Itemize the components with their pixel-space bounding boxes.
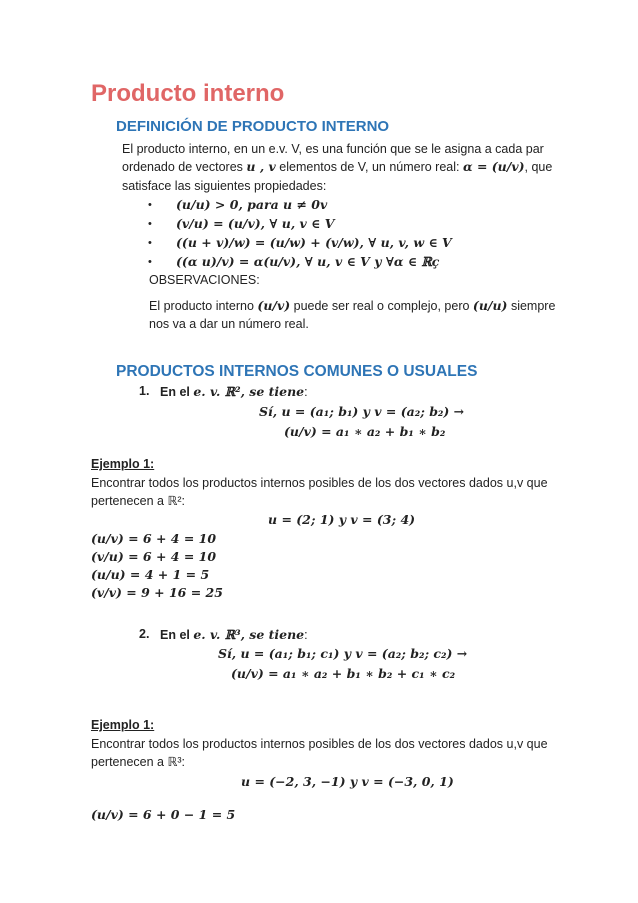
observation-text: El producto interno	[149, 299, 258, 313]
definition-line-1: El producto interno, en un e.v. V, es una función que se le asigna a cada par	[122, 142, 544, 156]
example-1-label: Ejemplo 1:	[91, 457, 155, 471]
item-1-text	[160, 384, 308, 399]
property-2: (v/u) = (u/v), ∀ u, v ∈ V	[176, 216, 335, 231]
property-4: ((α u)/v) = α(u/v), ∀ u, v ∈ V y ∀α ∈ ℝç	[176, 254, 440, 269]
definition-text: ordenado de vectores	[122, 160, 247, 174]
example-1-result-4: (v/v) = 9 + 16 = 25	[91, 585, 223, 600]
definition-line-3: satisface las siguientes propiedades:	[122, 179, 327, 193]
bullet-icon: •	[148, 237, 152, 249]
example-2-label: Ejemplo 1:	[91, 718, 155, 732]
item-1-number: 1.	[139, 384, 150, 398]
observation-text: siempre	[507, 299, 556, 313]
example-1-line-2: pertenecen a ℝ²:	[91, 494, 185, 508]
common-products-heading: PRODUCTOS INTERNOS COMUNES O USUALES	[116, 363, 478, 380]
bullet-icon: •	[148, 218, 152, 230]
item-2-number: 2.	[139, 627, 150, 641]
definition-text: elementos de V, un número real:	[275, 160, 463, 174]
example-2-line-2: pertenecen a ℝ³:	[91, 755, 185, 769]
example-2-result: (u/v) = 6 + 0 − 1 = 5	[91, 807, 236, 822]
bullet-icon: •	[148, 256, 152, 268]
item-1-equation-2: (u/v) = a₁ ∗ a₂ + b₁ ∗ b₂	[284, 424, 446, 439]
observation-line-1	[149, 297, 555, 315]
item-text: :	[304, 628, 308, 642]
observation-text: puede ser real o complejo, pero	[290, 299, 473, 313]
example-2-vectors: u = (−2, 3, −1) y v = (−3, 0, 1)	[241, 774, 454, 789]
example-1-result-2: (v/u) = 6 + 4 = 10	[91, 549, 217, 564]
observations-label: OBSERVACIONES:	[149, 273, 260, 287]
example-1-result-3: (u/u) = 4 + 1 = 5	[91, 567, 210, 582]
example-1-vectors: u = (2; 1) y v = (3; 4)	[268, 512, 416, 527]
math-uv: (u/v)	[257, 298, 291, 313]
example-2-line-1: Encontrar todos los productos internos posibles de los dos vectores dados u,v que	[91, 737, 548, 751]
math-ev-r2: e. v. ℝ², se tiene	[193, 384, 305, 399]
item-text: En el	[160, 385, 194, 399]
property-1: (u/u) > 0, para u ≠ 0v	[176, 197, 328, 212]
observation-line-2: nos va a dar un número real.	[149, 317, 309, 331]
page-title: Producto interno	[91, 80, 285, 107]
item-2-equation-1: Sí, u = (a₁; b₁; c₁) y v = (a₂; b₂; c₂) →	[218, 646, 468, 661]
item-text: :	[304, 385, 308, 399]
property-3: ((u + v)/w) = (u/w) + (v/w), ∀ u, v, w ∈ V	[176, 235, 452, 250]
definition-heading: DEFINICIÓN DE PRODUCTO INTERNO	[116, 118, 390, 135]
item-text: En el	[160, 628, 194, 642]
math-alpha: α = (u/v)	[462, 159, 525, 174]
definition-text: , que	[524, 160, 553, 174]
definition-line-2	[122, 158, 552, 176]
example-1-line-1: Encontrar todos los productos internos posibles de los dos vectores dados u,v que	[91, 476, 548, 490]
example-1-result-1: (u/v) = 6 + 4 = 10	[91, 531, 217, 546]
math-ev-r3: e. v. ℝ³, se tiene	[193, 627, 305, 642]
bullet-icon: •	[148, 199, 152, 211]
item-1-equation-1: Sí, u = (a₁; b₁) y v = (a₂; b₂) →	[259, 404, 465, 419]
math-vectors: u , v	[246, 159, 276, 174]
item-2-text	[160, 627, 308, 642]
item-2-equation-2: (u/v) = a₁ ∗ a₂ + b₁ ∗ b₂ + c₁ ∗ c₂	[231, 666, 456, 681]
math-uu: (u/u)	[472, 298, 508, 313]
